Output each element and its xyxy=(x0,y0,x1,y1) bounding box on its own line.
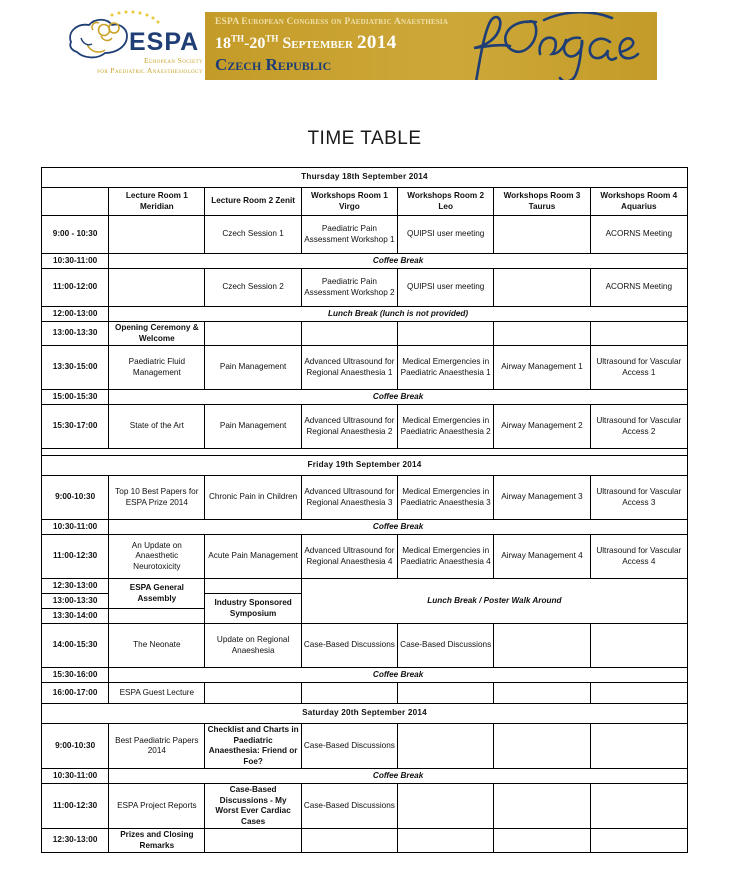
session-cell xyxy=(590,784,687,829)
session-cell: Medical Emergencies in Paediatric Anaesthesia 4 xyxy=(398,535,494,579)
session-cell: Case-Based Discussions xyxy=(301,624,397,668)
session-cell: Checklist and Charts in Paediatric Anaesthesia: Friend or Foe? xyxy=(205,724,301,769)
day-header-row xyxy=(42,456,688,476)
banner-day-from-suffix: TH xyxy=(231,33,245,44)
room-header-4: Workshops Room 2 Leo xyxy=(398,188,494,216)
time-label: 13:00-13:30 xyxy=(42,594,109,609)
banner-country: Czech Republic xyxy=(215,55,332,74)
timetable-table xyxy=(41,167,688,853)
session-cell: Advanced Ultrasound for Regional Anaesthesia 1 xyxy=(301,346,397,390)
session-cell xyxy=(590,724,687,769)
table-row xyxy=(42,405,688,449)
break-cell: Coffee Break xyxy=(109,769,688,784)
table-row xyxy=(42,476,688,520)
session-cell xyxy=(494,724,590,769)
room-header-1: Lecture Room 1 Meridian xyxy=(109,188,205,216)
session-cell xyxy=(301,322,397,346)
table-row xyxy=(42,724,688,769)
session-cell: Airway Management 4 xyxy=(494,535,590,579)
banner-day-to-suffix: TH xyxy=(265,33,279,44)
session-cell: Acute Pain Management xyxy=(205,535,301,579)
session-cell: ESPA General Assembly xyxy=(109,579,205,609)
day-header-friday: Friday 19th September 2014 xyxy=(42,456,688,476)
time-label: 12:30-13:00 xyxy=(42,579,109,594)
session-cell xyxy=(590,683,687,704)
session-cell: Medical Emergencies in Paediatric Anaesthesia 3 xyxy=(398,476,494,520)
session-cell: QUIPSI user meeting xyxy=(398,269,494,307)
session-cell: Prizes and Closing Remarks xyxy=(109,829,205,853)
time-label: 13:00-13:30 xyxy=(42,322,109,346)
session-cell: Opening Ceremony & Welcome xyxy=(109,322,205,346)
session-cell: Czech Session 1 xyxy=(205,216,301,254)
session-cell: Case-Based Discussions xyxy=(398,624,494,668)
session-cell: Pain Management xyxy=(205,346,301,390)
banner-day-to: 20 xyxy=(249,35,266,52)
espa-logo xyxy=(57,8,205,80)
session-cell xyxy=(590,829,687,853)
session-cell: Ultrasound for Vascular Access 4 xyxy=(590,535,687,579)
time-label: 9:00-10:30 xyxy=(42,724,109,769)
table-row xyxy=(42,307,688,322)
session-cell xyxy=(301,683,397,704)
session-cell xyxy=(494,784,590,829)
time-label: 16:00-17:00 xyxy=(42,683,109,704)
banner-dates xyxy=(215,32,397,54)
break-cell: Coffee Break xyxy=(109,668,688,683)
room-header-row xyxy=(42,188,688,216)
table-row xyxy=(42,668,688,683)
table-row xyxy=(42,346,688,390)
table-row xyxy=(42,269,688,307)
session-cell: ESPA Guest Lecture xyxy=(109,683,205,704)
day-header-row xyxy=(42,168,688,188)
session-cell: Case-Based Discussions - My Worst Ever Cardiac Cases xyxy=(205,784,301,829)
session-cell: Ultrasound for Vascular Access 1 xyxy=(590,346,687,390)
banner-year: 2014 xyxy=(357,32,397,53)
banner-day-from: 18 xyxy=(215,35,231,52)
table-row xyxy=(42,216,688,254)
corner-cell xyxy=(42,188,109,216)
session-cell xyxy=(494,624,590,668)
session-cell xyxy=(109,609,205,624)
banner-dash: - xyxy=(244,35,250,52)
session-cell: Advanced Ultrasound for Regional Anaesthesia 4 xyxy=(301,535,397,579)
banner-month: September xyxy=(282,35,353,52)
time-label: 10:30-11:00 xyxy=(42,254,109,269)
session-cell: State of the Art xyxy=(109,405,205,449)
time-label: 13:30-14:00 xyxy=(42,609,109,624)
day-header-row xyxy=(42,704,688,724)
session-cell: QUIPSI user meeting xyxy=(398,216,494,254)
session-cell: Chronic Pain in Children xyxy=(205,476,301,520)
session-cell: Medical Emergencies in Paediatric Anaesthesia 2 xyxy=(398,405,494,449)
session-cell: ACORNS Meeting xyxy=(590,216,687,254)
session-cell: Best Paediatric Papers 2014 xyxy=(109,724,205,769)
session-cell: Airway Management 2 xyxy=(494,405,590,449)
session-cell xyxy=(398,322,494,346)
session-cell xyxy=(109,269,205,307)
session-cell: Paediatric Fluid Management xyxy=(109,346,205,390)
session-cell xyxy=(590,322,687,346)
time-label: 10:30-11:00 xyxy=(42,769,109,784)
time-label: 13:30-15:00 xyxy=(42,346,109,390)
session-cell xyxy=(205,579,301,594)
table-row xyxy=(42,624,688,668)
session-cell xyxy=(109,216,205,254)
session-cell xyxy=(494,683,590,704)
session-cell: Airway Management 1 xyxy=(494,346,590,390)
table-row xyxy=(42,784,688,829)
session-cell: Medical Emergencies in Paediatric Anaesthesia 1 xyxy=(398,346,494,390)
time-label: 11:00-12:30 xyxy=(42,535,109,579)
congress-banner xyxy=(205,12,657,80)
session-cell: ESPA Project Reports xyxy=(109,784,205,829)
room-header-6: Workshops Room 4 Aquarius xyxy=(590,188,687,216)
time-label: 15:30-17:00 xyxy=(42,405,109,449)
room-header-3: Workshops Room 1 Virgo xyxy=(301,188,397,216)
session-cell: Top 10 Best Papers for ESPA Prize 2014 xyxy=(109,476,205,520)
table-row xyxy=(42,535,688,579)
time-label: 10:30-11:00 xyxy=(42,520,109,535)
session-cell: Pain Management xyxy=(205,405,301,449)
time-label: 14:00-15:30 xyxy=(42,624,109,668)
session-cell xyxy=(398,724,494,769)
session-cell xyxy=(205,829,301,853)
session-cell: The Neonate xyxy=(109,624,205,668)
session-cell: Update on Regional Anaeshesia xyxy=(205,624,301,668)
break-cell: Lunch Break (lunch is not provided) xyxy=(109,307,688,322)
table-row xyxy=(42,683,688,704)
time-label: 12:00-13:00 xyxy=(42,307,109,322)
table-row xyxy=(42,579,688,594)
session-cell: Czech Session 2 xyxy=(205,269,301,307)
session-cell: An Update on Anaesthetic Neurotoxicity xyxy=(109,535,205,579)
session-cell xyxy=(494,322,590,346)
day-header-saturday: Saturday 20th September 2014 xyxy=(42,704,688,724)
time-label: 15:30-16:00 xyxy=(42,668,109,683)
page-title: TIME TABLE xyxy=(307,128,422,149)
svg-text:European Society: European Society xyxy=(144,56,203,65)
table-row xyxy=(42,769,688,784)
session-cell xyxy=(301,829,397,853)
session-cell: Airway Management 3 xyxy=(494,476,590,520)
time-label: 9:00-10:30 xyxy=(42,476,109,520)
page-header xyxy=(0,0,729,92)
session-cell xyxy=(205,683,301,704)
session-cell: Industry Sponsored Symposium xyxy=(205,594,301,624)
break-cell: Coffee Break xyxy=(109,390,688,405)
table-row xyxy=(42,520,688,535)
session-cell: Ultrasound for Vascular Access 2 xyxy=(590,405,687,449)
break-cell: Coffee Break xyxy=(109,254,688,269)
prague-script-logo xyxy=(440,12,655,80)
time-label: 11:00-12:00 xyxy=(42,269,109,307)
time-label: 12:30-13:00 xyxy=(42,829,109,853)
session-cell xyxy=(205,322,301,346)
table-row xyxy=(42,254,688,269)
break-cell: Lunch Break / Poster Walk Around xyxy=(301,579,687,624)
time-label: 11:00-12:30 xyxy=(42,784,109,829)
session-cell: Advanced Ultrasound for Regional Anaesthesia 2 xyxy=(301,405,397,449)
room-header-5: Workshops Room 3 Taurus xyxy=(494,188,590,216)
room-header-2: Lecture Room 2 Zenit xyxy=(205,188,301,216)
session-cell: Advanced Ultrasound for Regional Anaesthesia 3 xyxy=(301,476,397,520)
espa-logo-icon xyxy=(57,8,205,80)
section-spacer xyxy=(42,449,688,456)
break-cell: Coffee Break xyxy=(109,520,688,535)
svg-text:for Paediatric Anaesthesiology: for Paediatric Anaesthesiology xyxy=(97,66,203,75)
session-cell: ACORNS Meeting xyxy=(590,269,687,307)
table-row xyxy=(42,390,688,405)
session-cell xyxy=(494,216,590,254)
session-cell: Case-Based Discussions xyxy=(301,724,397,769)
table-row xyxy=(42,322,688,346)
session-cell xyxy=(590,624,687,668)
session-cell xyxy=(398,829,494,853)
time-label: 15:00-15:30 xyxy=(42,390,109,405)
session-cell xyxy=(494,829,590,853)
session-cell xyxy=(398,784,494,829)
session-cell: Case-Based Discussions xyxy=(301,784,397,829)
banner-congress-name: ESPA European Congress on Paediatric Anaesthesia xyxy=(215,17,449,27)
table-row xyxy=(42,829,688,853)
session-cell xyxy=(398,683,494,704)
session-cell xyxy=(494,269,590,307)
day-header-thursday: Thursday 18th September 2014 xyxy=(42,168,688,188)
session-cell: Ultrasound for Vascular Access 3 xyxy=(590,476,687,520)
session-cell: Paediatric Pain Assessment Workshop 1 xyxy=(301,216,397,254)
session-cell: Paediatric Pain Assessment Workshop 2 xyxy=(301,269,397,307)
svg-text:ESPA: ESPA xyxy=(129,28,200,56)
timetable xyxy=(41,167,688,853)
time-label: 9:00 - 10:30 xyxy=(42,216,109,254)
